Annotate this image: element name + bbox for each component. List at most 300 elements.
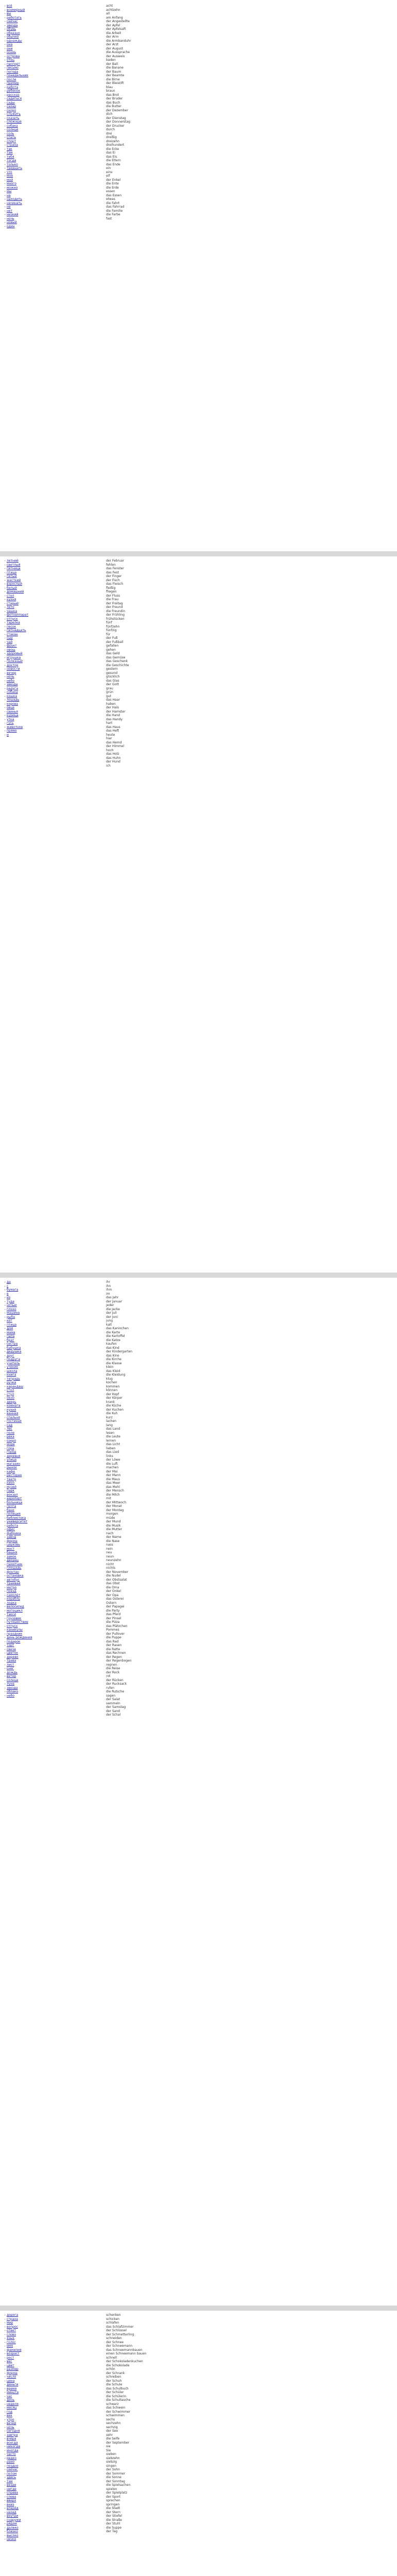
- russian-word-link[interactable]: нигде: [7, 2487, 16, 2491]
- russian-word-item[interactable]: [4, 702, 28, 706]
- russian-word-link[interactable]: внутри: [7, 2514, 19, 2518]
- russian-word-item[interactable]: [4, 1458, 32, 1462]
- russian-word-item[interactable]: [4, 579, 28, 583]
- russian-word-item[interactable]: [4, 66, 28, 70]
- russian-word-item[interactable]: [4, 1454, 32, 1459]
- russian-word-link[interactable]: игрушка: [7, 655, 21, 659]
- russian-word-link[interactable]: неделя: [7, 2402, 19, 2406]
- russian-word-link[interactable]: снег: [7, 1667, 14, 1670]
- russian-word-link[interactable]: поздно: [7, 2464, 19, 2468]
- russian-word-item[interactable]: [4, 559, 28, 563]
- russian-word-item[interactable]: [4, 2379, 22, 2383]
- russian-word-link[interactable]: ресторан: [7, 1473, 22, 1477]
- russian-word-item[interactable]: [4, 679, 28, 683]
- russian-word-link[interactable]: слева: [7, 2495, 16, 2499]
- russian-word-item[interactable]: [4, 636, 28, 640]
- russian-word-item[interactable]: [4, 1334, 32, 1338]
- russian-word-item[interactable]: [4, 62, 28, 66]
- russian-word-link[interactable]: тридцать: [7, 166, 23, 170]
- russian-word-link[interactable]: ночь: [7, 675, 14, 679]
- russian-word-link[interactable]: карандаш: [7, 1384, 24, 1388]
- russian-word-item[interactable]: [4, 174, 28, 178]
- russian-word-link[interactable]: всегда: [7, 2441, 18, 2445]
- russian-word-link[interactable]: высоко: [7, 2533, 19, 2537]
- russian-word-link[interactable]: снаружи: [7, 2518, 21, 2522]
- russian-word-item[interactable]: [4, 2468, 22, 2472]
- russian-word-link[interactable]: только: [7, 162, 18, 166]
- russian-word-item[interactable]: [4, 1574, 32, 1578]
- russian-word-link[interactable]: так: [7, 147, 12, 151]
- russian-word-link[interactable]: школа: [7, 1369, 18, 1373]
- russian-word-link[interactable]: утка: [7, 717, 14, 721]
- russian-word-link[interactable]: поле: [7, 1431, 15, 1435]
- russian-word-item[interactable]: [4, 675, 28, 679]
- russian-word-item[interactable]: [4, 1481, 32, 1485]
- russian-word-item[interactable]: [4, 4, 28, 8]
- russian-word-item[interactable]: [4, 644, 28, 648]
- russian-word-link[interactable]: ночь: [7, 216, 14, 221]
- russian-word-link[interactable]: поезд: [7, 1589, 16, 1593]
- russian-word-item[interactable]: [4, 1671, 32, 1675]
- russian-word-link[interactable]: звезда: [7, 683, 18, 686]
- russian-word-link[interactable]: фабрика: [7, 1531, 21, 1535]
- russian-word-item[interactable]: [4, 81, 28, 86]
- russian-word-item[interactable]: [4, 1303, 32, 1308]
- russian-word-link[interactable]: слово: [7, 2332, 16, 2336]
- russian-word-link[interactable]: светлый: [7, 563, 21, 567]
- russian-word-link[interactable]: низко: [7, 2537, 16, 2541]
- russian-word-item[interactable]: [4, 225, 28, 229]
- russian-word-item[interactable]: [4, 1315, 32, 1319]
- russian-word-item[interactable]: [4, 1385, 32, 1389]
- russian-word-link[interactable]: сложный: [7, 120, 22, 124]
- russian-word-link[interactable]: ветер: [7, 1674, 16, 1678]
- russian-word-link[interactable]: вчера: [7, 2437, 16, 2441]
- russian-word-item[interactable]: [4, 78, 28, 82]
- russian-word-link[interactable]: подруга: [7, 1358, 20, 1361]
- russian-word-item[interactable]: [4, 1435, 32, 1439]
- russian-word-item[interactable]: [4, 2406, 22, 2410]
- russian-word-item[interactable]: [4, 70, 28, 74]
- russian-word-link[interactable]: кухня: [7, 598, 16, 601]
- russian-word-link[interactable]: животное: [7, 725, 23, 729]
- russian-word-item[interactable]: [4, 101, 28, 105]
- russian-word-item[interactable]: [4, 2518, 22, 2522]
- russian-word-item[interactable]: [4, 151, 28, 155]
- russian-word-link[interactable]: время: [7, 2386, 17, 2391]
- russian-word-link[interactable]: овца: [7, 706, 14, 709]
- russian-word-item[interactable]: [4, 671, 28, 675]
- russian-word-item[interactable]: [4, 1535, 32, 1539]
- russian-word-link[interactable]: почта: [7, 1504, 16, 1508]
- russian-word-link[interactable]: здесь: [7, 2476, 16, 2479]
- russian-word-link[interactable]: сыр: [7, 636, 13, 640]
- russian-word-link[interactable]: мама: [7, 1330, 15, 1334]
- russian-word-link[interactable]: праздник: [7, 1632, 23, 1636]
- russian-word-link[interactable]: рано: [7, 2460, 15, 2464]
- russian-word-link[interactable]: магазин: [7, 1462, 21, 1466]
- russian-word-item[interactable]: [4, 1594, 32, 1598]
- russian-word-link[interactable]: тебя: [7, 155, 14, 159]
- russian-word-link[interactable]: дедушка: [7, 1350, 22, 1353]
- russian-word-link[interactable]: однажды: [7, 39, 22, 43]
- russian-word-link[interactable]: бумага: [7, 1288, 19, 1292]
- russian-word-item[interactable]: [4, 667, 28, 671]
- russian-word-item[interactable]: [4, 609, 28, 614]
- russian-word-link[interactable]: острова: [7, 54, 20, 58]
- russian-word-item[interactable]: [4, 1528, 32, 1532]
- russian-word-item[interactable]: [4, 1393, 32, 1397]
- russian-word-item[interactable]: [4, 2375, 22, 2379]
- russian-word-item[interactable]: [4, 201, 28, 206]
- russian-word-item[interactable]: [4, 109, 28, 113]
- russian-word-link[interactable]: фамилия: [7, 2348, 22, 2352]
- russian-word-item[interactable]: [4, 1609, 32, 1613]
- russian-word-item[interactable]: [4, 135, 28, 140]
- russian-word-link[interactable]: там: [7, 2479, 13, 2483]
- russian-word-item[interactable]: [4, 120, 28, 124]
- russian-word-item[interactable]: [4, 633, 28, 637]
- russian-word-item[interactable]: [4, 605, 28, 609]
- russian-word-link[interactable]: трамвай: [7, 1582, 21, 1585]
- russian-word-link[interactable]: сады: [7, 100, 15, 105]
- russian-word-item[interactable]: [4, 629, 28, 633]
- russian-word-item[interactable]: [4, 1489, 32, 1493]
- russian-word-item[interactable]: [4, 2483, 22, 2487]
- russian-word-link[interactable]: гусь: [7, 721, 14, 725]
- russian-word-item[interactable]: [4, 2503, 22, 2507]
- russian-word-link[interactable]: церковь: [7, 1543, 20, 1547]
- russian-word-item[interactable]: [4, 2476, 22, 2480]
- russian-word-link[interactable]: она: [7, 43, 13, 46]
- russian-word-item[interactable]: [4, 1373, 32, 1377]
- russian-word-item[interactable]: [4, 24, 28, 28]
- russian-word-item[interactable]: [4, 1427, 32, 1431]
- russian-word-link[interactable]: полиция: [7, 1512, 21, 1516]
- russian-word-link[interactable]: пятнадцать: [7, 629, 26, 632]
- russian-word-item[interactable]: [4, 1563, 32, 1567]
- russian-word-link[interactable]: сказать: [7, 116, 20, 120]
- russian-word-item[interactable]: [4, 594, 28, 598]
- russian-word-item[interactable]: [4, 1331, 32, 1335]
- russian-word-item[interactable]: [4, 2371, 22, 2376]
- russian-word-link[interactable]: учитель: [7, 1361, 20, 1365]
- russian-word-item[interactable]: [4, 664, 28, 668]
- russian-word-item[interactable]: [4, 143, 28, 147]
- russian-word-item[interactable]: [4, 93, 28, 97]
- russian-word-item[interactable]: [4, 1667, 32, 1671]
- russian-word-item[interactable]: [4, 1655, 32, 1659]
- russian-word-link[interactable]: голос: [7, 2340, 16, 2344]
- russian-word-link[interactable]: имя: [7, 2344, 13, 2348]
- russian-word-link[interactable]: друг: [7, 1353, 14, 1358]
- russian-word-link[interactable]: что: [7, 170, 12, 174]
- russian-word-link[interactable]: возраст: [7, 2352, 20, 2355]
- russian-word-link[interactable]: никогда: [7, 2445, 21, 2448]
- russian-word-item[interactable]: [4, 567, 28, 571]
- russian-word-link[interactable]: один: [7, 224, 15, 228]
- russian-word-link[interactable]: лист: [7, 1663, 14, 1667]
- russian-word-link[interactable]: утро: [7, 2417, 14, 2421]
- russian-word-link[interactable]: понедельник: [7, 74, 28, 77]
- russian-word-item[interactable]: [4, 1350, 32, 1354]
- russian-word-item[interactable]: [4, 721, 28, 725]
- russian-word-item[interactable]: [4, 2317, 22, 2321]
- russian-word-item[interactable]: [4, 159, 28, 163]
- russian-word-link[interactable]: мир: [7, 2321, 13, 2325]
- russian-word-item[interactable]: [4, 1555, 32, 1559]
- russian-word-item[interactable]: [4, 1443, 32, 1447]
- russian-word-item[interactable]: [4, 1520, 32, 1524]
- russian-word-item[interactable]: [4, 1365, 32, 1369]
- russian-word-item[interactable]: [4, 1617, 32, 1621]
- russian-word-item[interactable]: [4, 2460, 22, 2464]
- russian-word-link[interactable]: сад: [7, 1423, 13, 1427]
- russian-word-link[interactable]: музей: [7, 1485, 16, 1489]
- russian-word-item[interactable]: [4, 1423, 32, 1428]
- russian-word-link[interactable]: в: [7, 1292, 9, 1296]
- russian-word-link[interactable]: сахар: [7, 105, 16, 108]
- russian-word-link[interactable]: туда: [7, 1299, 14, 1303]
- russian-word-item[interactable]: [4, 31, 28, 36]
- russian-word-link[interactable]: образно: [7, 31, 20, 35]
- russian-word-item[interactable]: [4, 2514, 22, 2518]
- russian-word-item[interactable]: [4, 1578, 32, 1582]
- russian-word-link[interactable]: корабль: [7, 1597, 20, 1601]
- russian-word-link[interactable]: цена: [7, 2379, 15, 2383]
- russian-word-item[interactable]: [4, 2441, 22, 2445]
- russian-word-link[interactable]: тетрадь: [7, 1377, 20, 1381]
- russian-word-link[interactable]: свинья: [7, 709, 18, 714]
- russian-word-item[interactable]: [4, 2530, 22, 2534]
- russian-word-item[interactable]: [4, 729, 28, 733]
- russian-word-link[interactable]: отец: [7, 58, 14, 62]
- russian-word-item[interactable]: [4, 2522, 22, 2526]
- russian-word-link[interactable]: да: [7, 1280, 11, 1284]
- russian-word-item[interactable]: [4, 47, 28, 51]
- russian-word-item[interactable]: [4, 217, 28, 221]
- russian-word-item[interactable]: [4, 2387, 22, 2391]
- russian-word-item[interactable]: [4, 1447, 32, 1451]
- russian-word-link[interactable]: метро: [7, 1585, 17, 1589]
- russian-word-link[interactable]: дерево: [7, 1655, 19, 1659]
- russian-word-item[interactable]: [4, 1292, 32, 1296]
- russian-word-link[interactable]: язык: [7, 2336, 15, 2340]
- russian-word-link[interactable]: дверь: [7, 1400, 16, 1404]
- russian-word-link[interactable]: доктор: [7, 663, 19, 667]
- russian-word-item[interactable]: [4, 43, 28, 47]
- russian-word-link[interactable]: тарелка: [7, 621, 20, 624]
- russian-word-link[interactable]: начинать: [7, 201, 22, 205]
- russian-word-link[interactable]: близко: [7, 2530, 18, 2533]
- russian-word-item[interactable]: [4, 1551, 32, 1555]
- russian-word-item[interactable]: [4, 1431, 32, 1435]
- russian-word-item[interactable]: [4, 571, 28, 575]
- russian-word-link[interactable]: полезный: [7, 659, 23, 663]
- russian-word-link[interactable]: деньги: [7, 2383, 19, 2386]
- russian-word-item[interactable]: [4, 1539, 32, 1544]
- russian-word-item[interactable]: [4, 1624, 32, 1629]
- russian-word-item[interactable]: [4, 97, 28, 101]
- russian-word-link[interactable]: кафе: [7, 1469, 15, 1473]
- russian-word-item[interactable]: [4, 1323, 32, 1327]
- russian-word-link[interactable]: соль: [7, 131, 14, 135]
- russian-word-item[interactable]: [4, 617, 28, 621]
- russian-word-link[interactable]: кошка: [7, 694, 18, 698]
- russian-word-item[interactable]: [4, 2487, 22, 2492]
- russian-word-item[interactable]: [4, 718, 28, 722]
- russian-word-item[interactable]: [4, 2402, 22, 2406]
- russian-word-link[interactable]: пример: [7, 81, 19, 85]
- russian-word-link[interactable]: страна: [7, 2317, 18, 2321]
- russian-word-link[interactable]: далеко: [7, 2526, 19, 2530]
- russian-word-item[interactable]: [4, 1566, 32, 1570]
- russian-word-item[interactable]: [4, 1679, 32, 1683]
- russian-word-item[interactable]: [4, 698, 28, 702]
- russian-word-item[interactable]: [4, 1462, 32, 1466]
- russian-word-link[interactable]: много: [7, 182, 16, 185]
- russian-word-item[interactable]: [4, 1280, 32, 1284]
- russian-word-item[interactable]: [4, 1327, 32, 1331]
- russian-word-item[interactable]: [4, 1404, 32, 1408]
- russian-word-item[interactable]: [4, 1450, 32, 1454]
- russian-word-item[interactable]: [4, 621, 28, 625]
- russian-word-item[interactable]: [4, 1589, 32, 1594]
- russian-word-item[interactable]: [4, 197, 28, 201]
- russian-word-item[interactable]: [4, 50, 28, 55]
- russian-word-link[interactable]: завод: [7, 1535, 16, 1539]
- russian-word-item[interactable]: [4, 2472, 22, 2476]
- russian-word-item[interactable]: [4, 2336, 22, 2341]
- russian-word-item[interactable]: [4, 116, 28, 121]
- russian-word-link[interactable]: спать: [7, 135, 16, 139]
- russian-word-link[interactable]: птица: [7, 570, 17, 574]
- russian-word-item[interactable]: [4, 714, 28, 718]
- russian-word-item[interactable]: [4, 1686, 32, 1690]
- russian-word-item[interactable]: [4, 2526, 22, 2530]
- russian-word-item[interactable]: [4, 1512, 32, 1516]
- russian-word-link[interactable]: всё: [7, 4, 12, 8]
- russian-word-link[interactable]: плохо: [7, 1307, 16, 1311]
- russian-word-link[interactable]: университет: [7, 1520, 28, 1523]
- russian-word-link[interactable]: старый: [7, 601, 19, 605]
- russian-word-item[interactable]: [4, 683, 28, 687]
- russian-word-link[interactable]: гостиная: [7, 1419, 22, 1423]
- russian-word-link[interactable]: редко: [7, 2456, 16, 2460]
- russian-word-link[interactable]: свеча: [7, 1647, 16, 1651]
- russian-word-link[interactable]: вопрос: [7, 2325, 18, 2329]
- russian-word-item[interactable]: [4, 659, 28, 664]
- russian-word-link[interactable]: путешествие: [7, 1620, 28, 1624]
- russian-word-item[interactable]: [4, 171, 28, 175]
- russian-word-item[interactable]: [4, 574, 28, 579]
- russian-word-item[interactable]: [4, 1558, 32, 1563]
- russian-word-item[interactable]: [4, 1377, 32, 1381]
- russian-word-item[interactable]: [4, 39, 28, 43]
- russian-word-item[interactable]: [4, 2367, 22, 2371]
- russian-word-item[interactable]: [4, 2537, 22, 2541]
- russian-word-link[interactable]: фотоаппарат: [7, 613, 29, 617]
- russian-word-item[interactable]: [4, 1284, 32, 1289]
- russian-word-link[interactable]: и: [7, 733, 9, 737]
- russian-word-link[interactable]: везде: [7, 2483, 16, 2487]
- russian-word-link[interactable]: отпуск: [7, 617, 18, 621]
- russian-word-item[interactable]: [4, 186, 28, 190]
- russian-word-link[interactable]: ребенок: [7, 89, 21, 93]
- russian-word-link[interactable]: велосипед: [7, 1605, 24, 1608]
- russian-word-link[interactable]: книга: [7, 1373, 16, 1377]
- russian-word-item[interactable]: [4, 613, 28, 617]
- russian-word-link[interactable]: можно: [7, 185, 18, 190]
- russian-word-item[interactable]: [4, 1648, 32, 1652]
- russian-word-item[interactable]: [4, 2344, 22, 2348]
- russian-word-item[interactable]: [4, 8, 28, 12]
- russian-word-item[interactable]: [4, 1308, 32, 1312]
- russian-word-item[interactable]: [4, 1628, 32, 1632]
- russian-word-link[interactable]: фрукт: [7, 644, 17, 648]
- russian-word-link[interactable]: минута: [7, 2391, 19, 2394]
- russian-word-item[interactable]: [4, 1338, 32, 1343]
- russian-word-item[interactable]: [4, 2325, 22, 2329]
- russian-word-item[interactable]: [4, 2445, 22, 2449]
- russian-word-item[interactable]: [4, 209, 28, 213]
- russian-word-link[interactable]: пятый: [7, 574, 17, 578]
- russian-word-item[interactable]: [4, 2421, 22, 2426]
- russian-word-item[interactable]: [4, 1400, 32, 1404]
- russian-word-item[interactable]: [4, 1311, 32, 1315]
- russian-word-link[interactable]: птица: [7, 1323, 17, 1327]
- russian-word-link[interactable]: солнце: [7, 128, 19, 131]
- russian-word-link[interactable]: город: [7, 1450, 16, 1454]
- russian-word-item[interactable]: [4, 1524, 32, 1528]
- russian-word-link[interactable]: лошадь: [7, 698, 20, 702]
- russian-word-item[interactable]: [4, 1674, 32, 1679]
- russian-word-link[interactable]: сейчас: [7, 20, 18, 23]
- russian-word-item[interactable]: [4, 2495, 22, 2499]
- russian-word-item[interactable]: [4, 190, 28, 194]
- russian-word-link[interactable]: комната: [7, 1404, 21, 1408]
- russian-word-item[interactable]: [4, 586, 28, 590]
- russian-word-item[interactable]: [4, 2449, 22, 2453]
- russian-word-link[interactable]: отпуск: [7, 1624, 18, 1628]
- russian-word-item[interactable]: [4, 1582, 32, 1586]
- russian-word-item[interactable]: [4, 27, 28, 31]
- russian-word-item[interactable]: [4, 1439, 32, 1443]
- russian-word-item[interactable]: [4, 602, 28, 606]
- russian-word-item[interactable]: [4, 1640, 32, 1644]
- russian-word-link[interactable]: небо: [7, 1693, 14, 1698]
- russian-word-item[interactable]: [4, 1543, 32, 1547]
- russian-word-item[interactable]: [4, 2506, 22, 2511]
- russian-word-link[interactable]: ученик: [7, 1365, 19, 1369]
- russian-word-item[interactable]: [4, 1412, 32, 1416]
- russian-word-link[interactable]: автобус: [7, 1578, 20, 1582]
- russian-word-link[interactable]: ручка: [7, 1381, 16, 1384]
- russian-word-item[interactable]: [4, 2356, 22, 2360]
- russian-word-item[interactable]: [4, 178, 28, 182]
- russian-word-link[interactable]: ночь: [7, 2425, 14, 2429]
- russian-word-item[interactable]: [4, 656, 28, 660]
- russian-word-item[interactable]: [4, 2429, 22, 2433]
- russian-word-item[interactable]: [4, 2418, 22, 2422]
- russian-word-link[interactable]: трава: [7, 1659, 16, 1663]
- russian-word-link[interactable]: рядом: [7, 2522, 17, 2526]
- russian-word-item[interactable]: [4, 2364, 22, 2368]
- russian-word-item[interactable]: [4, 1601, 32, 1605]
- russian-word-link[interactable]: дорога: [7, 2313, 19, 2317]
- russian-word-item[interactable]: [4, 1597, 32, 1601]
- russian-word-link[interactable]: лодка: [7, 1601, 16, 1605]
